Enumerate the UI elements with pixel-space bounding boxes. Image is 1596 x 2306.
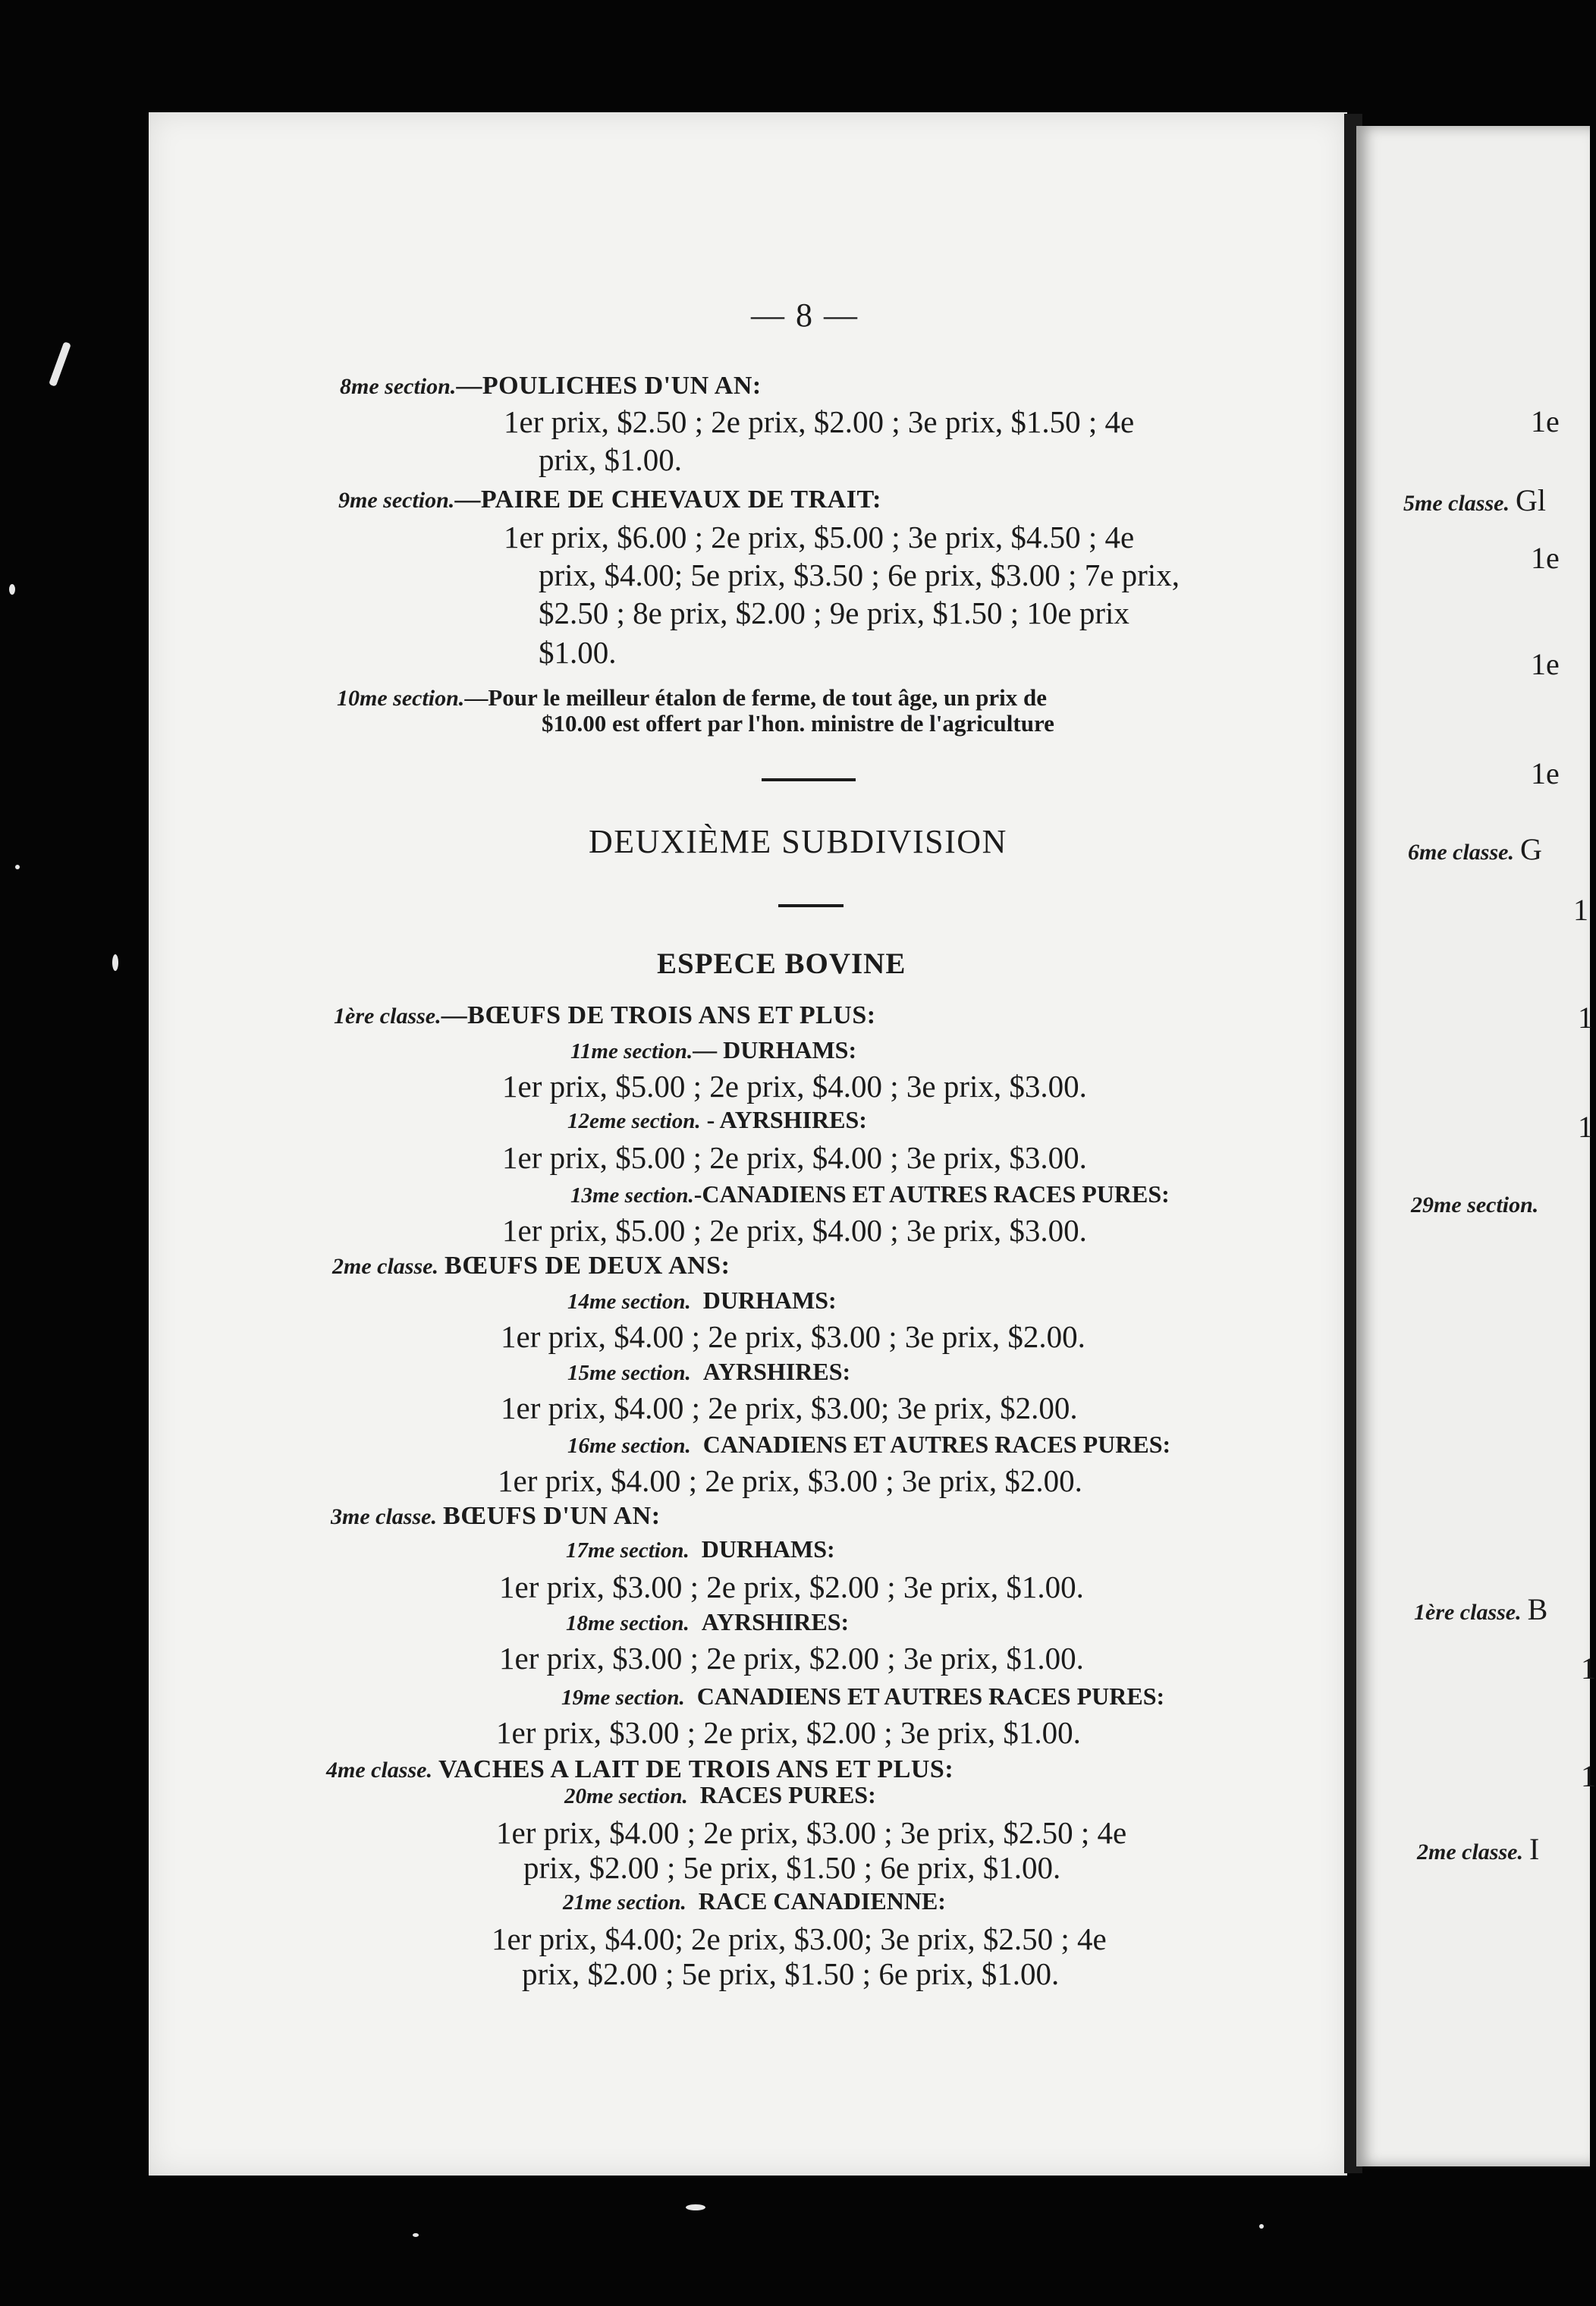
subdivision-heading: DEUXIÈME SUBDIVISION [589, 823, 1007, 860]
prize-line: 1er prix, $3.00 ; 2e prix, $2.00 ; 3e prix, $1.00. [496, 1715, 1081, 1750]
class-heading: —BŒUFS DE TROIS ANS ET PLUS: [441, 1001, 876, 1029]
page-number: — 8 — [751, 297, 859, 334]
section-label: 18me section. [566, 1611, 690, 1635]
section-label: 20me section. [564, 1784, 688, 1808]
section-name: CANADIENS ET AUTRES RACES PURES: [702, 1431, 1171, 1458]
divider-rule [778, 904, 844, 907]
fragment: 1ère classe. [1414, 1600, 1522, 1625]
divider-rule [762, 778, 856, 781]
section-label: 15me section. [567, 1361, 691, 1385]
prize-line: $2.50 ; 8e prix, $2.00 ; 9e prix, $1.50 ; 10e prix [539, 595, 1129, 630]
section-label: 9me section. [338, 488, 455, 513]
fragment: 1 [1581, 1759, 1596, 1793]
fragment: 1 [1581, 1651, 1596, 1686]
fragment: 1e [1531, 541, 1560, 575]
class-2-heading [332, 1252, 730, 1280]
section-name: -CANADIENS ET AUTRES RACES PURES: [693, 1180, 1170, 1208]
section-16 [567, 1431, 1170, 1459]
section-name: CANADIENS ET AUTRES RACES PURES: [696, 1682, 1165, 1710]
section-17 [566, 1535, 835, 1563]
prize-line: 1er prix, $2.50 ; 2e prix, $2.00 ; 3e prix, $1.50 ; 4e [504, 404, 1135, 439]
prize-line: 1er prix, $6.00 ; 2e prix, $5.00 ; 3e prix, $4.50 ; 4e [504, 520, 1135, 555]
section-8 [340, 372, 762, 401]
class-1-heading [334, 1001, 876, 1030]
prize-line: 1er prix, $4.00 ; 2e prix, $3.00 ; 3e prix, $2.50 ; 4e [496, 1815, 1127, 1850]
section-10 [337, 686, 1047, 712]
fragment: I [1528, 1832, 1540, 1866]
fragment: 2me classe. [1417, 1839, 1523, 1865]
fragment: G [1519, 832, 1542, 866]
section-label: 17me section. [566, 1538, 690, 1563]
prize-line: 1er prix, $3.00 ; 2e prix, $2.00 ; 3e prix, $1.00. [499, 1641, 1084, 1676]
espece-heading: ESPECE BOVINE [657, 947, 906, 980]
prize-line: 1er prix, $5.00 ; 2e prix, $4.00 ; 3e prix, $3.00. [502, 1213, 1087, 1248]
section-name: DURHAMS: [701, 1535, 835, 1563]
section-label: 10me section. [337, 686, 465, 711]
section-name: RACE CANADIENNE: [698, 1887, 946, 1915]
class-4-heading [326, 1755, 954, 1784]
prize-line: 1er prix, $5.00 ; 2e prix, $4.00 ; 3e prix, $3.00. [502, 1069, 1087, 1104]
section-15 [567, 1358, 850, 1386]
section-text: —Pour le meilleur étalon de ferme, de tout âge, un prix de [464, 684, 1048, 711]
section-19 [561, 1682, 1164, 1711]
section-name: AYRSHIRES: [701, 1608, 850, 1635]
fragment: 1 [1578, 1001, 1593, 1035]
fragment: 1 [1578, 1110, 1593, 1144]
section-20 [564, 1781, 876, 1809]
prize-line: 1er prix, $4.00; 2e prix, $3.00; 3e prix, $2.50 ; 4e [492, 1921, 1107, 1956]
prize-line: 1er prix, $4.00 ; 2e prix, $3.00 ; 3e prix, $2.00. [501, 1319, 1085, 1354]
section-13 [570, 1180, 1170, 1208]
section-label: 13me section. [570, 1183, 694, 1208]
section-label: 14me section. [567, 1290, 691, 1314]
prize-line: 1er prix, $4.00 ; 2e prix, $3.00; 3e prix, $2.00. [501, 1390, 1078, 1425]
section-name: DURHAMS: [702, 1287, 837, 1314]
section-label: 21me section. [563, 1890, 686, 1915]
fragment: 29me section. [1411, 1192, 1539, 1217]
section-label: 19me section. [561, 1686, 685, 1710]
section-label: 16me section. [567, 1434, 691, 1458]
fragment: B [1527, 1592, 1548, 1626]
section-name: AYRSHIRES: [702, 1358, 851, 1385]
fragment: 1 [1573, 893, 1588, 927]
fragment: 1e [1531, 647, 1560, 681]
section-18 [566, 1608, 849, 1636]
section-heading: —PAIRE DE CHEVAUX DE TRAIT: [454, 485, 881, 514]
prize-line: prix, $1.00. [539, 442, 683, 477]
fragment: 1e [1531, 756, 1560, 790]
fragment-line [1417, 1831, 1539, 1867]
class-label: 4me classe. [326, 1758, 432, 1783]
fragment-line [1403, 482, 1546, 518]
prize-line: 1er prix, $3.00 ; 2e prix, $2.00 ; 3e prix, $1.00. [499, 1569, 1084, 1604]
prize-line: prix, $2.00 ; 5e prix, $1.50 ; 6e prix, $1.00. [523, 1850, 1061, 1885]
section-heading: —POULICHES D'UN AN: [456, 372, 762, 400]
section-9 [338, 485, 881, 514]
section-text-line: $10.00 est offert par l'hon. ministre de l'agriculture [542, 710, 1054, 737]
section-12 [567, 1106, 867, 1134]
section-name: RACES PURES: [699, 1781, 876, 1808]
prize-line: 1er prix, $4.00 ; 2e prix, $3.00 ; 3e prix, $2.00. [498, 1463, 1082, 1498]
fragment: 6me classe. [1408, 840, 1514, 865]
class-label: 2me classe. [332, 1254, 438, 1279]
prize-line: $1.00. [539, 635, 617, 670]
class-heading: BŒUFS DE DEUX ANS: [444, 1252, 730, 1280]
fragment: 5me classe. [1403, 491, 1510, 516]
section-14 [567, 1287, 837, 1315]
section-21 [563, 1887, 946, 1915]
fragment: 1e [1531, 404, 1560, 438]
class-label: 3me classe. [331, 1504, 437, 1529]
class-3-heading [331, 1502, 661, 1531]
section-label: 8me section. [340, 374, 457, 399]
prize-line: prix, $4.00; 5e prix, $3.50 ; 6e prix, $3.00 ; 7e prix, [539, 558, 1180, 592]
prize-line: 1er prix, $5.00 ; 2e prix, $4.00 ; 3e prix, $3.00. [502, 1140, 1087, 1175]
fragment-line [1408, 831, 1542, 867]
section-name: — DURHAMS: [693, 1036, 857, 1063]
class-label: 1ère classe. [334, 1004, 441, 1029]
fragment-line [1414, 1591, 1547, 1627]
fragment: Gl [1515, 483, 1546, 517]
class-heading: BŒUFS D'UN AN: [442, 1502, 661, 1530]
section-label: 12eme section. [567, 1109, 701, 1133]
class-heading: VACHES A LAIT DE TROIS ANS ET PLUS: [438, 1755, 954, 1783]
prize-line: prix, $2.00 ; 5e prix, $1.50 ; 6e prix, $1.00. [522, 1956, 1060, 1991]
section-label: 11me section. [570, 1039, 693, 1063]
section-11 [570, 1036, 856, 1064]
section-name: - AYRSHIRES: [706, 1106, 867, 1133]
